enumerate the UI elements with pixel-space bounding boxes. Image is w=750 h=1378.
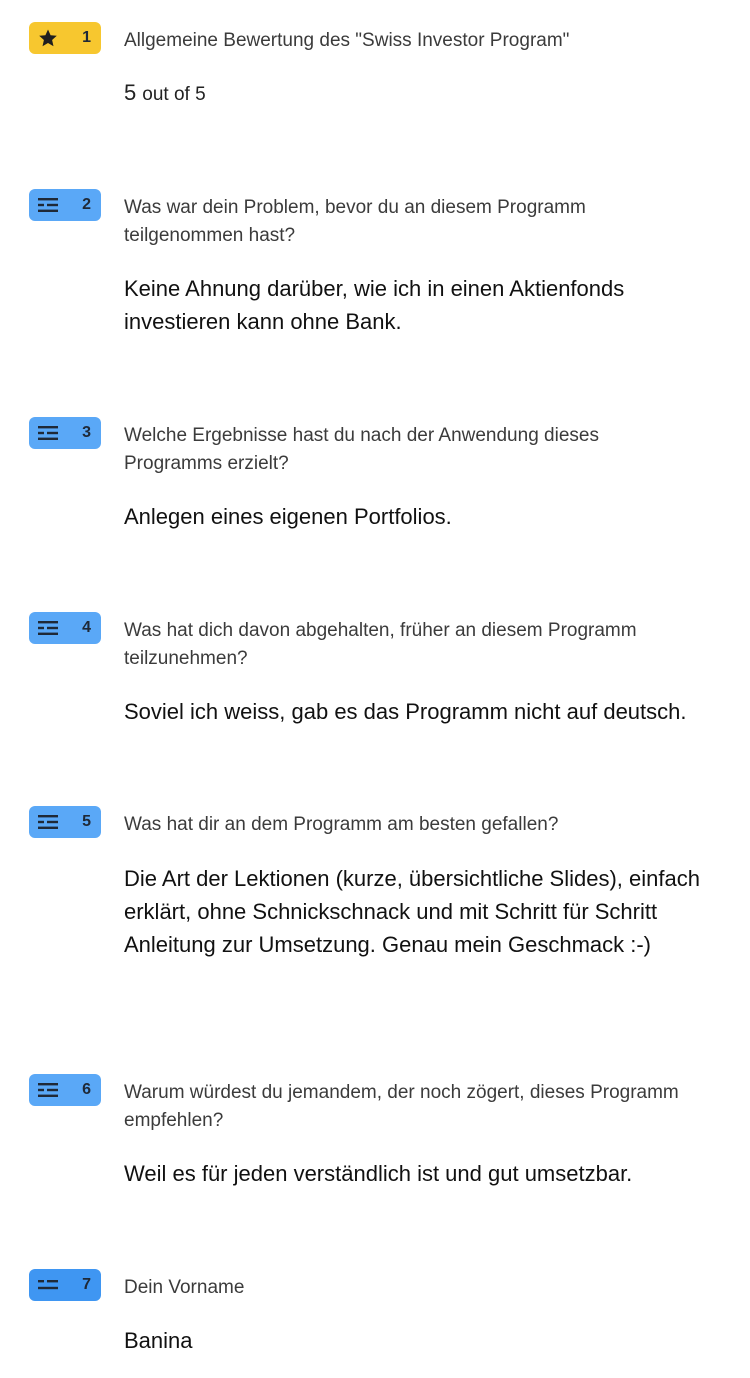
question-number: 7 xyxy=(82,1276,91,1293)
answer-text: Soviel ich weiss, gab es das Programm nicht auf deutsch. xyxy=(124,699,687,724)
short-text-icon xyxy=(38,618,58,638)
answer-text: Anlegen eines eigenen Portfolios. xyxy=(124,504,452,529)
question-text: Allgemeine Bewertung des "Swiss Investor Program" xyxy=(124,30,570,51)
answer-text: Keine Ahnung darüber, wie ich in einen Aktienfonds investieren kann ohne Bank. xyxy=(124,276,625,334)
star-icon xyxy=(38,28,58,48)
question-number: 3 xyxy=(82,424,91,441)
rating-answer xyxy=(124,80,206,106)
question-number: 6 xyxy=(82,1081,91,1098)
rating-suffix: out of 5 xyxy=(142,84,206,105)
question-text: Was hat dir an dem Programm am besten gefallen? xyxy=(124,814,559,835)
question-number: 4 xyxy=(82,619,91,636)
question-number: 5 xyxy=(82,813,91,830)
rating-value: 5 xyxy=(124,80,137,105)
question-badge-rating xyxy=(29,22,101,54)
question-badge-text xyxy=(29,1074,101,1106)
question-badge-text xyxy=(29,417,101,449)
question-text: Was hat dich davon abgehalten, früher an diesem Programm teilzunehmen? xyxy=(124,620,637,669)
question-text: Dein Vorname xyxy=(124,1277,245,1298)
question-badge-text xyxy=(29,189,101,221)
question-number: 2 xyxy=(82,196,91,213)
answer-text: Banina xyxy=(124,1328,193,1353)
question-number: 1 xyxy=(82,29,91,46)
question-text: Welche Ergebnisse hast du nach der Anwendung dieses Programms erzielt? xyxy=(124,425,599,474)
question-text: Warum würdest du jemandem, der noch zögert, dieses Programm empfehlen? xyxy=(124,1082,679,1131)
short-text-icon xyxy=(38,423,58,443)
question-badge-text xyxy=(29,806,101,838)
short-text-icon xyxy=(38,1275,58,1295)
short-text-icon xyxy=(38,812,58,832)
answer-text: Weil es für jeden verständlich ist und gut umsetzbar. xyxy=(124,1161,633,1186)
question-badge-text xyxy=(29,1269,101,1301)
short-text-icon xyxy=(38,195,58,215)
answer-text: Die Art der Lektionen (kurze, übersichtliche Slides), einfach erklärt, ohne Schnickschnack und mit Schritt für Schritt Anleitung zur Umsetzung. Genau mein Geschmack :-) xyxy=(124,866,700,957)
question-text: Was war dein Problem, bevor du an diesem Programm teilgenommen hast? xyxy=(124,197,586,246)
short-text-icon xyxy=(38,1080,58,1100)
question-badge-text xyxy=(29,612,101,644)
